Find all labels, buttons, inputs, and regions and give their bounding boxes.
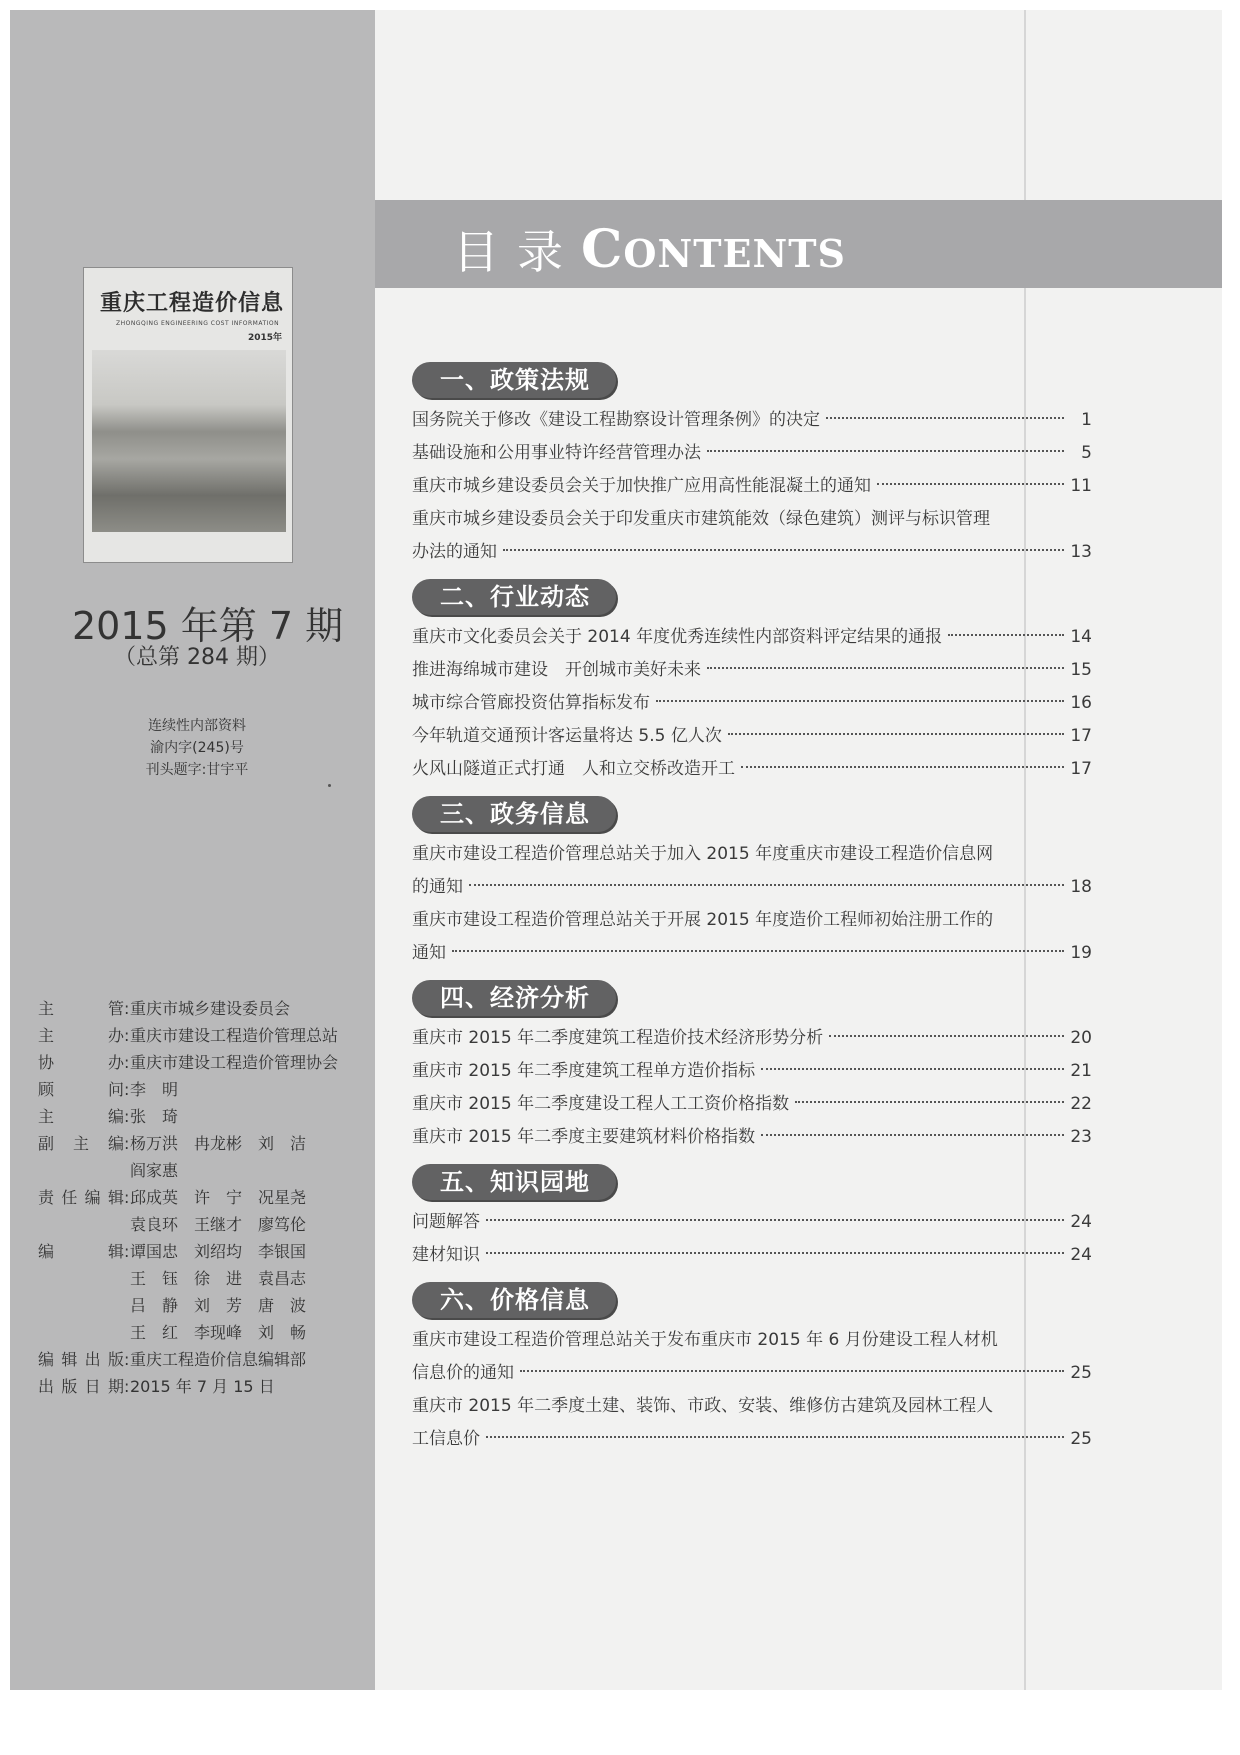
toc-entry-line <box>412 621 1092 654</box>
credit-row <box>38 1103 368 1130</box>
credit-label: 主编 <box>38 1107 124 1126</box>
credit-value: 邱成英 许 宁 况星尧 <box>130 1188 307 1207</box>
cover-thumbnail <box>83 267 293 563</box>
credit-row <box>38 1346 368 1373</box>
toc-entry[interactable] <box>412 1324 1092 1390</box>
credit-row <box>38 1373 368 1400</box>
toc-entry[interactable] <box>412 503 1092 569</box>
toc-entry[interactable] <box>412 1239 1092 1272</box>
credit-value: 重庆市城乡建设委员会 <box>130 999 291 1018</box>
toc-entry-title: 推进海绵城市建设 开创城市美好未来 <box>412 660 701 680</box>
toc-page-number: 24 <box>1070 1212 1092 1232</box>
credit-colon: : <box>124 1080 130 1099</box>
toc-page-number: 11 <box>1070 476 1092 496</box>
toc-entry[interactable] <box>412 838 1092 904</box>
toc-entry-line <box>412 1121 1092 1154</box>
toc-entry-title: 重庆市城乡建设委员会关于加快推广应用高性能混凝土的通知 <box>412 476 871 496</box>
toc-page-number: 25 <box>1070 1363 1092 1383</box>
toc-dot-leader <box>761 1068 1064 1070</box>
contents-heading-en <box>581 219 846 280</box>
credit-colon: : <box>124 1188 130 1207</box>
credit-continuation: 阎家惠 <box>130 1161 179 1180</box>
toc-entry-title: 城市综合管廊投资估算指标发布 <box>412 693 650 713</box>
credit-continuation: 王 钰 徐 进 袁昌志 <box>130 1269 307 1288</box>
toc-entry-title: 通知 <box>412 943 446 963</box>
toc-page-number: 14 <box>1070 627 1092 647</box>
toc-entry-line <box>412 753 1092 786</box>
credit-value: 谭国忠 刘绍均 李银国 <box>130 1242 307 1261</box>
toc-section <box>402 1164 1092 1272</box>
credit-row <box>38 1022 368 1049</box>
credit-colon: : <box>124 1377 130 1396</box>
toc-dot-leader <box>486 1219 1064 1221</box>
section-heading: 二、行业动态 <box>412 579 616 615</box>
credit-colon: : <box>124 1107 130 1126</box>
toc-page-number: 1 <box>1081 410 1092 430</box>
toc-entry-title: 基础设施和公用事业特许经营管理办法 <box>412 443 701 463</box>
issue-total-number: （总第 284 期） <box>114 645 280 670</box>
toc-page-number: 5 <box>1081 443 1092 463</box>
section-heading: 三、政务信息 <box>412 796 616 832</box>
masthead-credits <box>38 995 368 1400</box>
credit-value: 重庆市建设工程造价管理总站 <box>130 1026 339 1045</box>
toc-entry[interactable] <box>412 753 1092 786</box>
toc-entry[interactable] <box>412 1206 1092 1239</box>
credit-continuation: 王 红 李现峰 刘 畅 <box>130 1323 307 1342</box>
toc-entry-line <box>412 470 1092 503</box>
toc-page-number: 24 <box>1070 1245 1092 1265</box>
credit-value: 重庆工程造价信息编辑部 <box>130 1350 307 1369</box>
toc-page-number: 22 <box>1070 1094 1092 1114</box>
toc-entry-line <box>412 1357 1092 1390</box>
toc-dot-leader <box>707 667 1064 669</box>
cover-title: 重庆工程造价信息 <box>100 290 285 316</box>
toc-entry-title: 重庆市建设工程造价管理总站关于开展 2015 年度造价工程师初始注册工作的 <box>412 910 994 930</box>
credit-colon: : <box>124 1053 130 1072</box>
publication-notes <box>72 715 322 781</box>
credit-continuation: 吕 静 刘 芳 唐 波 <box>130 1296 307 1315</box>
toc-entry-title: 今年轨道交通预计客运量将达 5.5 亿人次 <box>412 726 722 746</box>
toc-section <box>402 362 1092 569</box>
credit-row <box>38 1238 368 1265</box>
toc-entry-title: 办法的通知 <box>412 542 497 562</box>
left-panel <box>10 10 375 1690</box>
toc-dot-leader <box>707 450 1064 452</box>
contents-heading-rest: ONTENTS <box>623 230 846 276</box>
section-heading: 六、价格信息 <box>412 1282 616 1318</box>
publication-note: 连续性内部资料 <box>148 718 246 734</box>
toc-entry-line <box>412 937 1092 970</box>
toc-entry-title: 重庆市文化委员会关于 2014 年度优秀连续性内部资料评定结果的通报 <box>412 627 943 647</box>
toc-page-number: 16 <box>1070 693 1092 713</box>
publication-note: 刊头题字:甘宇平 <box>145 762 249 778</box>
toc-entry[interactable] <box>412 1390 1092 1456</box>
toc-entry-title: 火风山隧道正式打通 人和立交桥改造开工 <box>412 759 735 779</box>
contents-heading-cn: 目录 <box>453 225 581 279</box>
toc-entry-line <box>412 687 1092 720</box>
toc-dot-leader <box>503 549 1064 551</box>
toc-entry[interactable] <box>412 1022 1092 1055</box>
toc-dot-leader <box>948 634 1064 636</box>
toc-dot-leader <box>452 950 1064 952</box>
toc-entry-title: 的通知 <box>412 877 463 897</box>
credit-label: 协办 <box>38 1053 124 1072</box>
toc-entry[interactable] <box>412 687 1092 720</box>
credit-label: 顾问 <box>38 1080 124 1099</box>
toc-section <box>402 980 1092 1154</box>
credit-label: 责任编辑 <box>38 1188 124 1207</box>
credit-value: 李 明 <box>130 1080 179 1099</box>
toc-dot-leader <box>728 733 1064 735</box>
toc-entry-title: 重庆市 2015 年二季度建筑工程造价技术经济形势分析 <box>412 1028 824 1048</box>
toc-page-number: 21 <box>1070 1061 1092 1081</box>
toc-dot-leader <box>826 417 1064 419</box>
toc-entry-title: 重庆市 2015 年二季度主要建筑材料价格指数 <box>412 1127 756 1147</box>
toc-entry-line <box>412 1206 1092 1239</box>
toc-page-number: 25 <box>1070 1429 1092 1449</box>
toc-entry-title: 重庆市 2015 年二季度土建、装饰、市政、安装、维修仿古建筑及园林工程人 <box>412 1396 994 1416</box>
toc-entry[interactable] <box>412 404 1092 437</box>
credit-colon: : <box>124 999 130 1018</box>
credit-continuation: 袁良环 王继才 廖笃伦 <box>130 1215 307 1234</box>
toc-entry[interactable] <box>412 654 1092 687</box>
toc-section <box>402 1282 1092 1456</box>
dot-mark <box>328 784 331 787</box>
credit-label: 主办 <box>38 1026 124 1045</box>
toc-entry[interactable] <box>412 621 1092 654</box>
toc-entry-line <box>412 1055 1092 1088</box>
toc-dot-leader <box>761 1134 1064 1136</box>
toc-page-number: 20 <box>1070 1028 1092 1048</box>
credit-value: 张 琦 <box>130 1107 179 1126</box>
toc-entry[interactable] <box>412 437 1092 470</box>
credit-row <box>38 1184 368 1211</box>
credit-row <box>38 995 368 1022</box>
cover-subtitle: ZHONGQING ENGINEERING COST INFORMATION <box>116 320 280 327</box>
toc-entry-line <box>412 1423 1092 1456</box>
issue-number: 2015 年第 7 期 <box>72 604 344 648</box>
credit-colon: : <box>124 1026 130 1045</box>
toc-entry-title: 重庆市建设工程造价管理总站关于发布重庆市 2015 年 6 月份建设工程人材机 <box>412 1330 998 1350</box>
toc-entry-line <box>412 871 1092 904</box>
toc-entry-line <box>412 1088 1092 1121</box>
toc-page-number: 13 <box>1070 542 1092 562</box>
toc-entry-title: 建材知识 <box>412 1245 480 1265</box>
toc-entry-title: 重庆市城乡建设委员会关于印发重庆市建筑能效（绿色建筑）测评与标识管理 <box>412 509 990 529</box>
toc-entry-line <box>412 404 1092 437</box>
credit-row <box>38 1130 368 1157</box>
toc-entry-line <box>412 437 1092 470</box>
toc-entry-title: 工信息价 <box>412 1429 480 1449</box>
toc-dot-leader <box>656 700 1064 702</box>
credit-colon: : <box>124 1350 130 1369</box>
toc-dot-leader <box>795 1101 1064 1103</box>
credit-value: 2015 年 7 月 15 日 <box>130 1377 275 1396</box>
toc-entry[interactable] <box>412 1055 1092 1088</box>
section-heading: 四、经济分析 <box>412 980 616 1016</box>
toc-page-number: 18 <box>1070 877 1092 897</box>
toc-section <box>402 579 1092 786</box>
toc-entry-title: 重庆市 2015 年二季度建设工程人工工资价格指数 <box>412 1094 790 1114</box>
toc-entry-title: 信息价的通知 <box>412 1363 514 1383</box>
cover-photo <box>92 350 286 532</box>
toc-entry-title: 重庆市 2015 年二季度建筑工程单方造价指标 <box>412 1061 756 1081</box>
toc-entry[interactable] <box>412 720 1092 753</box>
toc-dot-leader <box>741 766 1064 768</box>
toc-entry[interactable] <box>412 1088 1092 1121</box>
credit-value: 重庆市建设工程造价管理协会 <box>130 1053 339 1072</box>
cover-year: 2015年 <box>247 333 282 343</box>
credit-colon: : <box>124 1242 130 1261</box>
section-heading: 一、政策法规 <box>412 362 616 398</box>
contents-heading <box>453 216 846 282</box>
toc-entry[interactable] <box>412 470 1092 503</box>
contents-header <box>375 200 1222 288</box>
credit-label: 副主编 <box>38 1134 124 1153</box>
credit-label: 主管 <box>38 999 124 1018</box>
toc-entry-line <box>412 1022 1092 1055</box>
toc-dot-leader <box>829 1035 1064 1037</box>
credit-label: 编辑 <box>38 1242 124 1261</box>
publication-note: 渝内字(245)号 <box>150 740 244 756</box>
toc-dot-leader <box>486 1436 1064 1438</box>
table-of-contents <box>402 362 1092 1456</box>
credit-value: 杨万洪 冉龙彬 刘 洁 <box>130 1134 307 1153</box>
toc-entry-title: 国务院关于修改《建设工程勘察设计管理条例》的决定 <box>412 410 820 430</box>
toc-page-number: 17 <box>1070 726 1092 746</box>
page <box>10 10 1222 1690</box>
toc-section <box>402 796 1092 970</box>
toc-page-number: 15 <box>1070 660 1092 680</box>
credit-row <box>38 1049 368 1076</box>
toc-entry-title: 重庆市建设工程造价管理总站关于加入 2015 年度重庆市建设工程造价信息网 <box>412 844 994 864</box>
toc-dot-leader <box>520 1370 1064 1372</box>
credit-label: 编辑出版 <box>38 1350 124 1369</box>
toc-entry[interactable] <box>412 1121 1092 1154</box>
toc-dot-leader <box>877 483 1064 485</box>
toc-entry-line <box>412 654 1092 687</box>
toc-entry-line <box>412 1239 1092 1272</box>
credit-colon: : <box>124 1134 130 1153</box>
toc-page-number: 17 <box>1070 759 1092 779</box>
toc-page-number: 19 <box>1070 943 1092 963</box>
toc-entry[interactable] <box>412 904 1092 970</box>
toc-entry-title: 问题解答 <box>412 1212 480 1232</box>
contents-heading-initial: C <box>581 218 624 280</box>
toc-entry-line <box>412 720 1092 753</box>
section-heading: 五、知识园地 <box>412 1164 616 1200</box>
credit-row <box>38 1076 368 1103</box>
toc-dot-leader <box>469 884 1064 886</box>
credit-label: 出版日期 <box>38 1377 124 1396</box>
toc-dot-leader <box>486 1252 1064 1254</box>
toc-page-number: 23 <box>1070 1127 1092 1147</box>
toc-entry-line <box>412 536 1092 569</box>
